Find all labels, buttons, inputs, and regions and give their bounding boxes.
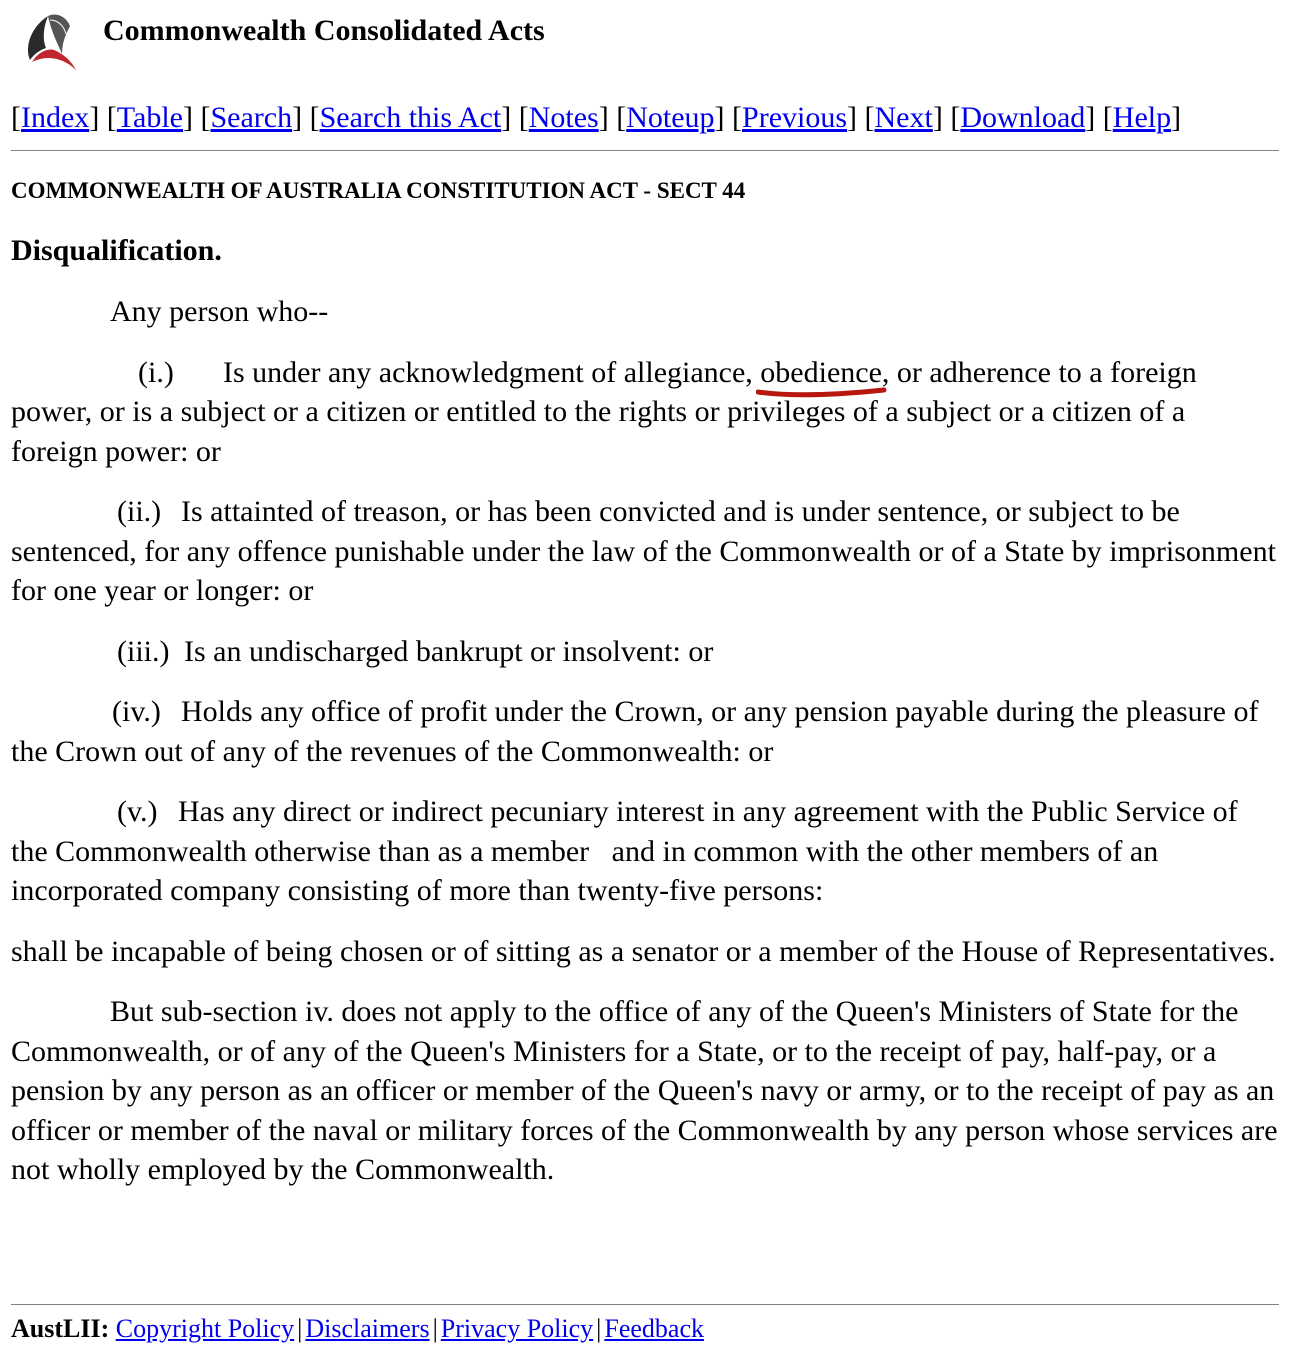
nav-bar: [Index] [Table] [Search] [Search this Act] [Notes] [Noteup] [Previous] [Next] [Download] [Help]	[11, 101, 1182, 134]
conclusion-paragraph: shall be incapable of being chosen or of sitting as a senator or a member of the House of Representatives.	[11, 934, 1276, 968]
nav-link-notes[interactable]: Notes	[528, 101, 599, 134]
nav-link-search-this-act[interactable]: Search this Act	[319, 101, 502, 134]
section-body	[11, 292, 1279, 1211]
item-text: Has any direct or indirect pecuniary interest in any agreement with the Public Service of the Commonwealth otherwise than as a member and in common with the other members of an incorporated company consisting of more than twenty-five persons:	[11, 795, 1246, 907]
nav-link-download[interactable]: Download	[960, 101, 1086, 134]
list-item	[11, 692, 1279, 771]
list-item	[11, 792, 1279, 911]
nav-link-search[interactable]: Search	[210, 101, 293, 134]
item-text: Is an undischarged bankrupt or insolvent: or	[184, 634, 714, 668]
site-title: Commonwealth Consolidated Acts	[103, 14, 545, 47]
red-underline-annotation	[756, 386, 888, 398]
list-item	[11, 492, 1279, 611]
nav-link-index[interactable]: Index	[21, 101, 90, 134]
footer-link-disclaimers[interactable]: Disclaimers	[305, 1314, 430, 1343]
footer-separator: |	[432, 1314, 438, 1343]
nav-link-previous[interactable]: Previous	[742, 101, 848, 134]
footer-separator: |	[297, 1314, 303, 1343]
section-heading: COMMONWEALTH OF AUSTRALIA CONSTITUTION ACT - SECT 44	[11, 178, 746, 203]
intro-paragraph: Any person who--	[110, 295, 329, 328]
nav-link-table[interactable]: Table	[116, 101, 183, 134]
proviso-paragraph: But sub-section iv. does not apply to the office of any of the Queen's Ministers of State for the Commonwealth, or of any of the Queen's Ministers for a State, or to the receipt of pay, half-pay, or a pension by any person as an officer or member of the Queen's navy or army, or to the receipt of pay as an officer or member of the naval or military forces of the Commonwealth by any person whose services are not wholly employed by the Commonwealth.	[11, 995, 1278, 1186]
item-number: (v.)	[117, 795, 158, 828]
list-item	[11, 353, 1279, 472]
nav-link-next[interactable]: Next	[874, 101, 933, 134]
nav-link-help[interactable]: Help	[1112, 101, 1172, 134]
item-text-after: , or adherence to a foreign power, or is a subject or a citizen or entitled to the rights or privileges of a subject or a citizen of a foreign power: or	[11, 355, 1197, 468]
highlighted-word-text: obedience	[760, 355, 882, 389]
footer-link-feedback[interactable]: Feedback	[604, 1314, 704, 1343]
footer	[11, 1314, 704, 1344]
footer-link-privacy-policy[interactable]: Privacy Policy	[440, 1314, 594, 1343]
section-title: Disqualification.	[11, 234, 222, 267]
item-number: (ii.)	[117, 495, 162, 528]
item-number: (iv.)	[112, 695, 161, 728]
austlii-logo-icon[interactable]	[22, 8, 82, 72]
nav-link-noteup[interactable]: Noteup	[626, 101, 715, 134]
footer-brand: AustLII:	[11, 1314, 110, 1343]
item-text: Holds any office of profit under the Crown, or any pension payable during the pleasure of the Crown out of any of the revenues of the Commonwealth: or	[11, 695, 1259, 768]
highlighted-word	[760, 353, 882, 393]
footer-link-copyright-policy[interactable]: Copyright Policy	[115, 1314, 295, 1343]
header-divider	[11, 150, 1279, 151]
list-item	[11, 632, 1279, 672]
footer-divider	[11, 1304, 1279, 1305]
footer-separator: |	[596, 1314, 602, 1343]
item-number: (iii.)	[117, 634, 170, 668]
item-text: Is attainted of treason, or has been convicted and is under sentence, or subject to be sentenced, for any offence punishable under the law of the Commonwealth or of a State by imprisonment for one year or longer: or	[11, 495, 1276, 607]
site-header	[22, 8, 545, 74]
item-text-before: Is under any acknowledgment of allegiance,	[223, 355, 761, 389]
item-number: (i.)	[138, 355, 174, 389]
